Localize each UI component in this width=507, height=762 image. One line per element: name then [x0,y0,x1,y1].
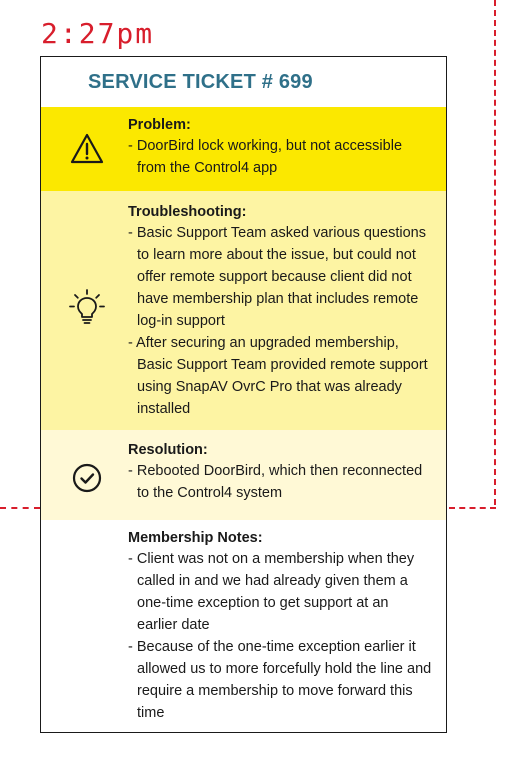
resolution-item: - Rebooted DoorBird, which then reconnected to the Control4 system [128,463,423,501]
handwritten-time: 2:27pm [41,17,155,50]
problem-heading: Problem: [128,117,191,133]
resolution-section [41,430,446,520]
membership-notes-section [41,520,446,732]
dashed-guide-vertical [494,0,496,505]
warning-triangle-icon [69,131,105,167]
troubleshooting-item: - After securing an upgraded membership, Basic Support Team provided remote support using SnapAV OvrC Pro that was already installed [128,335,428,417]
membership-notes-item: - Client was not on a membership when they called in and we had already given them a one-time exception to get support at an earlier date [128,551,415,633]
membership-notes-heading: Membership Notes: [128,530,263,546]
service-ticket-card [40,56,447,733]
lightbulb-icon [69,289,105,325]
problem-section [41,107,446,191]
troubleshooting-heading: Troubleshooting: [128,204,247,220]
ticket-title: SERVICE TICKET # 699 [88,70,313,93]
dashed-guide-right [449,507,496,509]
check-circle-icon [69,460,105,496]
dashed-guide-left [0,507,40,509]
troubleshooting-section [41,191,446,430]
resolution-heading: Resolution: [128,442,208,458]
troubleshooting-item: - Basic Support Team asked various questions to learn more about the issue, but could not offer remote support because client did not have membership plan that includes remote log-in support [128,225,426,329]
problem-item: - DoorBird lock working, but not accessible from the Control4 app [128,138,403,176]
membership-notes-item: - Because of the one-time exception earlier it allowed us to more forcefully hold the line and require a membership to move forward this time [128,639,432,721]
